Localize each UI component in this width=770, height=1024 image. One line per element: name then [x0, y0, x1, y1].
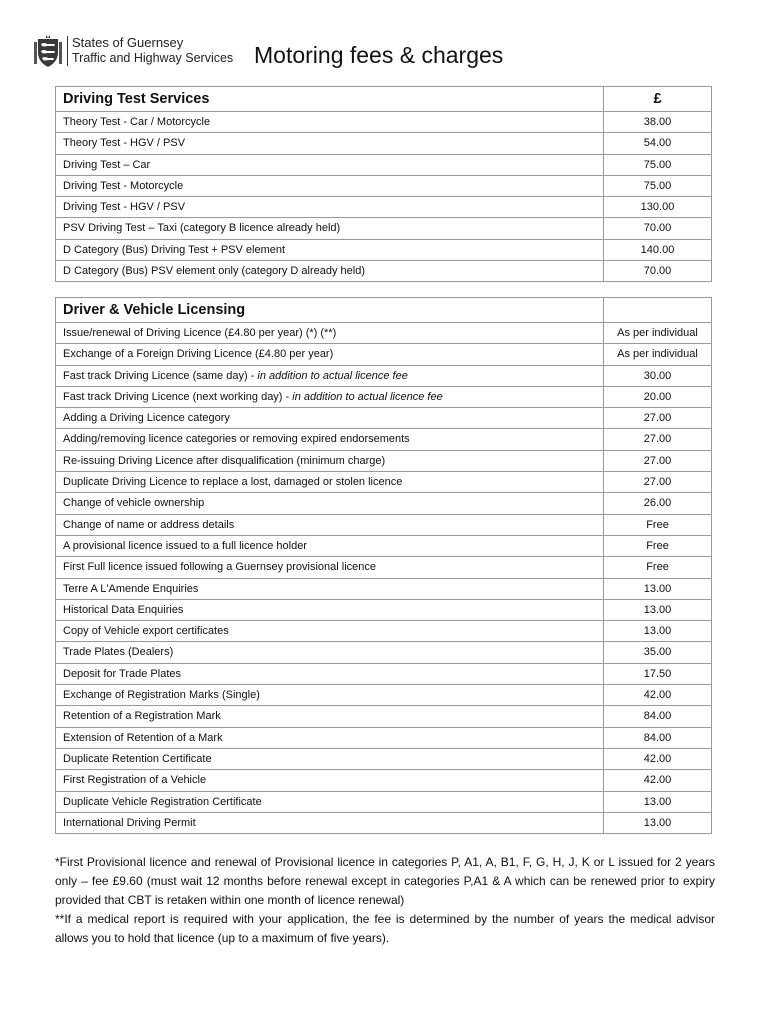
fee-item	[56, 578, 604, 599]
licensing-fees-table	[55, 297, 712, 834]
fee-amount: 26.00	[604, 493, 712, 514]
fee-amount: 30.00	[604, 365, 712, 386]
table-row	[56, 239, 712, 260]
table-row	[56, 535, 712, 556]
fee-item-label: Copy of Vehicle export certificates	[63, 625, 229, 638]
fee-item	[56, 748, 604, 769]
footnote-medical-report: **If a medical report is required with your application, the fee is determined by the number of years the medical advisor allows you to hold that licence (up to a maximum of five years).	[55, 912, 715, 945]
fee-amount: 20.00	[604, 386, 712, 407]
price-column-heading: £	[604, 87, 712, 112]
fee-item-label: Trade Plates (Dealers)	[63, 646, 174, 659]
fee-amount: 42.00	[604, 685, 712, 706]
fee-amount: As per individual	[604, 323, 712, 344]
fee-item-label: Duplicate Driving Licence to replace a lost, damaged or stolen licence	[63, 476, 403, 489]
fee-amount: 84.00	[604, 706, 712, 727]
table-row	[56, 621, 712, 642]
fee-item-label: Driving Test - Motorcycle	[63, 179, 184, 192]
fee-amount: 17.50	[604, 663, 712, 684]
table-row	[56, 706, 712, 727]
fee-item-label: Theory Test - HGV / PSV	[63, 137, 186, 150]
fee-item	[56, 557, 604, 578]
fee-item-label: Duplicate Vehicle Registration Certificate	[63, 795, 262, 808]
footnote-provisional-licence: *First Provisional licence and renewal of Provisional licence in categories P, A1, A, B1, F, G, H, J, K or L issued for 2 years only – fee £9.60 (must wait 12 months before renewal except in categories P,A1 & A which can be renewed prior to expiry provided that CBT is retaken within one month of licence renewal)	[55, 855, 715, 907]
fee-item	[56, 365, 604, 386]
fee-amount: Free	[604, 557, 712, 578]
fee-item	[56, 386, 604, 407]
fee-item-label: Historical Data Enquiries	[63, 603, 184, 616]
fee-item	[56, 133, 604, 154]
table-row	[56, 218, 712, 239]
states-of-guernsey-logo	[34, 34, 244, 74]
fee-amount: 54.00	[604, 133, 712, 154]
logo-divider	[67, 36, 68, 66]
fee-amount: 27.00	[604, 450, 712, 471]
fee-item-label: First Full licence issued following a Guernsey provisional licence	[63, 561, 377, 574]
table-row	[56, 112, 712, 133]
fee-amount: 35.00	[604, 642, 712, 663]
fee-item	[56, 323, 604, 344]
guernsey-crest-icon	[34, 34, 62, 68]
price-column-heading	[604, 298, 712, 323]
table-row	[56, 429, 712, 450]
fee-item	[56, 175, 604, 196]
fee-item	[56, 408, 604, 429]
fee-amount: 27.00	[604, 429, 712, 450]
table-row	[56, 261, 712, 282]
fee-item	[56, 154, 604, 175]
fee-item	[56, 599, 604, 620]
fee-item	[56, 621, 604, 642]
fee-item	[56, 261, 604, 282]
fee-item-label: Change of name or address details	[63, 518, 235, 531]
fee-item-label: First Registration of a Vehicle	[63, 774, 207, 787]
page-header	[34, 30, 734, 80]
table-row	[56, 770, 712, 791]
table-row	[56, 344, 712, 365]
fee-item	[56, 642, 604, 663]
section-heading: Driving Test Services	[56, 87, 604, 112]
fee-item	[56, 429, 604, 450]
fee-item	[56, 770, 604, 791]
fee-item	[56, 218, 604, 239]
fee-item	[56, 535, 604, 556]
fee-item	[56, 791, 604, 812]
fee-amount: 84.00	[604, 727, 712, 748]
fee-item-label: Re-issuing Driving Licence after disqualification (minimum charge)	[63, 454, 386, 467]
fee-item-label: Adding/removing licence categories or removing expired endorsements	[63, 433, 410, 446]
table-row	[56, 197, 712, 218]
fee-item	[56, 493, 604, 514]
fee-amount: 27.00	[604, 472, 712, 493]
fee-item-label: Exchange of a Foreign Driving Licence (£4.80 per year)	[63, 348, 334, 361]
fee-item-label: Terre A L'Amende Enquiries	[63, 582, 199, 595]
fee-item	[56, 450, 604, 471]
table-row	[56, 578, 712, 599]
fee-item-note: in addition to actual licence fee	[292, 390, 443, 403]
fee-item-note: in addition to actual licence fee	[257, 369, 408, 382]
driving-test-fees-table	[55, 86, 712, 282]
table-row	[56, 386, 712, 407]
fee-item	[56, 706, 604, 727]
fee-item-label: Change of vehicle ownership	[63, 497, 205, 510]
fee-amount: 75.00	[604, 154, 712, 175]
fee-amount: 27.00	[604, 408, 712, 429]
fee-item-label: Fast track Driving Licence (next working day) -	[63, 390, 293, 403]
fee-item	[56, 727, 604, 748]
table-row	[56, 557, 712, 578]
fee-item	[56, 812, 604, 833]
table-row	[56, 175, 712, 196]
table-row	[56, 748, 712, 769]
table-row	[56, 514, 712, 535]
fee-amount: 130.00	[604, 197, 712, 218]
fee-item-label: Extension of Retention of a Mark	[63, 731, 223, 744]
fee-item-label: A provisional licence issued to a full licence holder	[63, 539, 307, 552]
fee-item-label: Retention of a Registration Mark	[63, 710, 221, 723]
fee-item	[56, 112, 604, 133]
fee-item-label: D Category (Bus) PSV element only (category D already held)	[63, 265, 366, 278]
table-row	[56, 493, 712, 514]
fee-amount: 70.00	[604, 218, 712, 239]
footnotes	[55, 853, 715, 948]
fee-amount: 75.00	[604, 175, 712, 196]
fee-item	[56, 197, 604, 218]
fee-item-label: International Driving Permit	[63, 816, 196, 829]
table-row	[56, 685, 712, 706]
fee-item-label: Theory Test - Car / Motorcycle	[63, 116, 211, 128]
table-row	[56, 812, 712, 833]
table-row	[56, 727, 712, 748]
fee-item-label: D Category (Bus) Driving Test + PSV element	[63, 243, 286, 256]
table-row	[56, 133, 712, 154]
fee-item	[56, 514, 604, 535]
table-row	[56, 365, 712, 386]
fee-item-label: Fast track Driving Licence (same day) -	[63, 369, 258, 382]
fee-amount: 13.00	[604, 812, 712, 833]
fee-amount: Free	[604, 514, 712, 535]
fee-item-label: Adding a Driving Licence category	[63, 412, 230, 425]
section-heading: Driver & Vehicle Licensing	[56, 298, 604, 323]
fee-amount: 13.00	[604, 621, 712, 642]
table-row	[56, 408, 712, 429]
fee-amount: 42.00	[604, 770, 712, 791]
fee-amount: 42.00	[604, 748, 712, 769]
fee-item-label: PSV Driving Test – Taxi (category B licence already held)	[63, 222, 341, 235]
fee-item	[56, 685, 604, 706]
table-header-row	[56, 298, 712, 323]
fee-item-label: Duplicate Retention Certificate	[63, 752, 212, 765]
fee-item-label: Deposit for Trade Plates	[63, 667, 182, 680]
table-row	[56, 472, 712, 493]
table-row	[56, 663, 712, 684]
fee-item-label: Issue/renewal of Driving Licence (£4.80 per year) (*) (**)	[63, 327, 337, 339]
table-row	[56, 323, 712, 344]
fee-item-label: Driving Test – Car	[63, 158, 151, 171]
page-title: Motoring fees & charges	[254, 42, 504, 68]
fee-item	[56, 239, 604, 260]
fee-amount: 38.00	[604, 112, 712, 133]
fee-amount: 13.00	[604, 791, 712, 812]
logo-org-name: States of Guernsey	[72, 35, 184, 50]
fee-amount: 140.00	[604, 239, 712, 260]
fee-item	[56, 472, 604, 493]
fee-amount: 13.00	[604, 578, 712, 599]
table-row	[56, 642, 712, 663]
logo-department-name: Traffic and Highway Services	[72, 51, 234, 65]
table-header-row	[56, 87, 712, 112]
fee-amount: 70.00	[604, 261, 712, 282]
fee-amount: Free	[604, 535, 712, 556]
fee-amount: As per individual	[604, 344, 712, 365]
fee-amount: 13.00	[604, 599, 712, 620]
fee-item-label: Exchange of Registration Marks (Single)	[63, 689, 260, 702]
table-row	[56, 599, 712, 620]
fee-item	[56, 344, 604, 365]
fee-item-label: Driving Test - HGV / PSV	[63, 201, 186, 214]
table-row	[56, 154, 712, 175]
table-row	[56, 791, 712, 812]
fee-item	[56, 663, 604, 684]
table-row	[56, 450, 712, 471]
